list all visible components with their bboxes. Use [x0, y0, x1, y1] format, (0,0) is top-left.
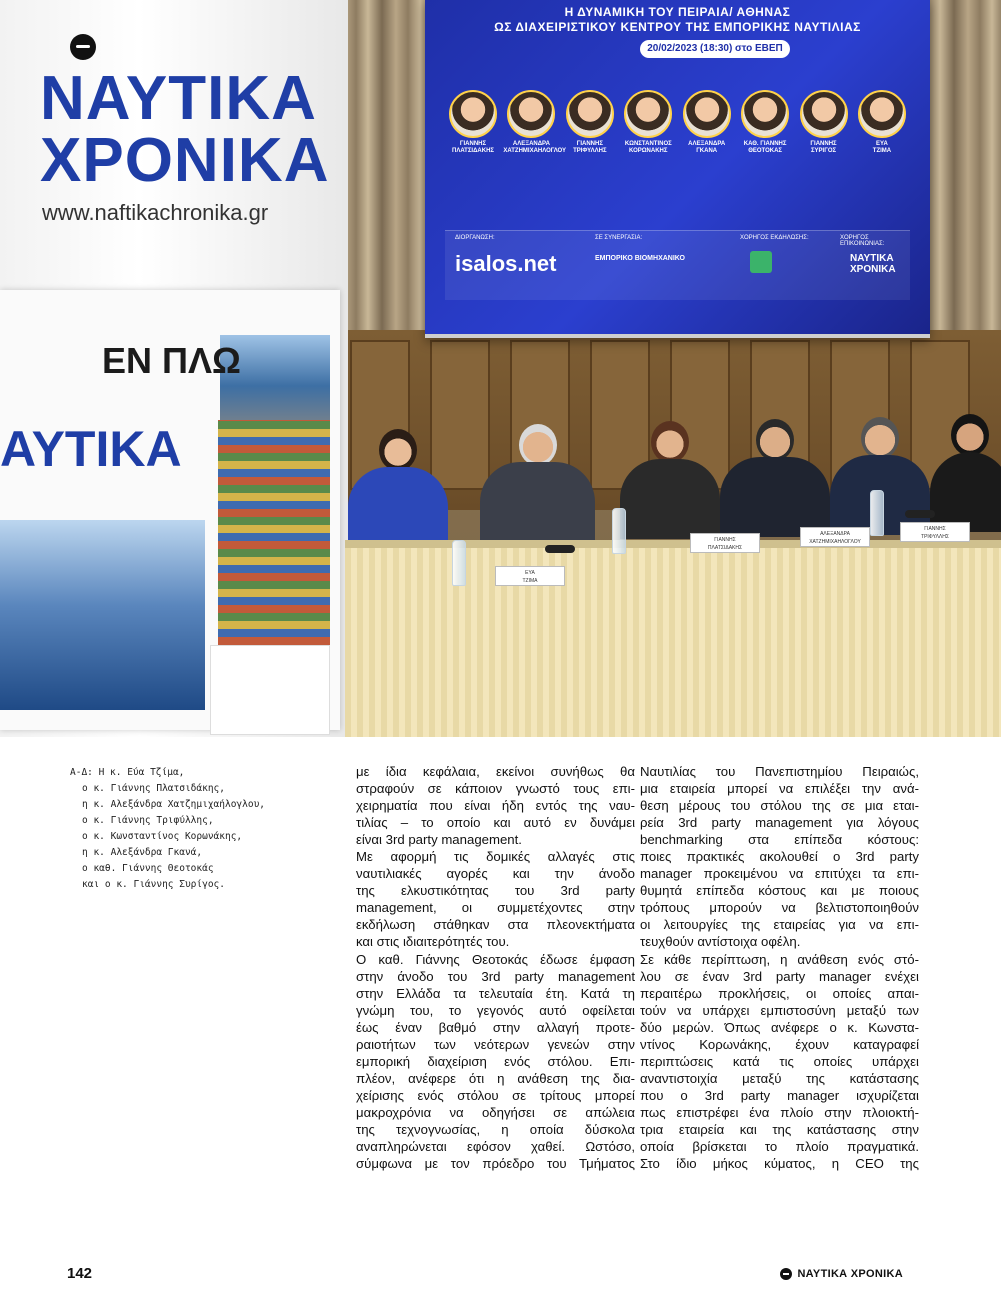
photo-caption — [70, 765, 310, 893]
panelist-head — [951, 414, 989, 456]
speaker-card — [445, 90, 501, 155]
comm-sponsor-label: ΧΟΡΗΓΟΣ ΕΠΙΚΟΙΝΩΝΙΑΣ: — [840, 235, 885, 247]
caption-line: ο κ. Γιάννης Τριφύλλης, — [82, 815, 214, 826]
partner-logo: ΕΜΠΟΡΙΚΟ ΒΙΟΜΗΧΑΝΙΚΟ — [595, 255, 685, 262]
text-line: αναπληρώνεται εφόσον χαθεί. Ωστόσο, — [356, 1139, 635, 1155]
text-line: με ίδια κεφάλαια, εκείνοι συνήθως θα — [356, 764, 635, 779]
text-line: manager προκειμένου να επιτύχει τα επι- — [640, 866, 919, 882]
nameplate — [495, 566, 565, 586]
text-line: οι λειτουργίες της εταιρείας για να επι- — [640, 917, 919, 933]
microphone — [905, 510, 935, 518]
speaker-first-name: ΕΥΑ — [876, 141, 888, 147]
text-line: χείρισης ενός στόλου σε τρίτους μπορεί — [356, 1087, 635, 1103]
text-line: Με αφορμή τις δομικές αλλαγές στις — [356, 849, 635, 865]
speaker-card — [796, 90, 852, 155]
speaker-portrait — [800, 90, 848, 138]
footer-brand — [780, 1268, 903, 1280]
speaker-first-name: ΓΙΑΝΝΗΣ — [810, 141, 837, 147]
text-line: ραιοτήτων των νεότερων γενεών στην — [356, 1036, 635, 1052]
speaker-last-name: ΚΟΡΩΝΑΚΗΣ — [629, 148, 668, 154]
text-line: γνώμη του, το γεγονός αυτό οφείλεται — [356, 1002, 635, 1018]
text-line: μια εταιρεία μπορεί να επιλέξει την ανά- — [640, 781, 919, 797]
panelist-head — [519, 424, 557, 466]
panelist — [480, 424, 595, 542]
caption-line: ο κ. Γιάννης Πλατσιδάκης, — [82, 783, 225, 794]
text-line: έως έναν βαθμό στην αλλαγή προτε- — [356, 1019, 635, 1035]
speaker-row — [445, 90, 910, 155]
text-line: περιπτώσεις κατά τις οποίες υπάρχει — [640, 1053, 919, 1069]
speaker-first-name: ΑΛΕΞΑΝΔΡΑ — [512, 141, 550, 147]
text-line: περαιτέρω προκλήσεις, οι οποίες απαι- — [640, 985, 919, 1001]
speaker-first-name: ΓΙΑΝΝΗΣ — [576, 141, 603, 147]
water-bottle — [452, 540, 466, 586]
speaker-card — [737, 90, 793, 155]
text-line: σύμφωνα με τον πρόεδρο του Τμήματος — [356, 1156, 635, 1172]
text-line: στην Ελλάδα τα τελευταία έτη. Κατά τη — [356, 985, 635, 1001]
speaker-portrait — [741, 90, 789, 138]
panelist-body — [720, 457, 830, 537]
nameplate — [900, 522, 970, 542]
text-line: ντίνος Κορωνάκης, έχουν καταγραφεί — [640, 1036, 919, 1052]
organizer-logo: isalos.net — [455, 251, 557, 276]
speaker-card — [679, 90, 735, 155]
water-bottle — [612, 508, 626, 554]
text-line: λου σε έναν 3rd party manager ενέχει — [640, 968, 919, 984]
text-line: αναντιστοιχία μεταξύ της κατάστασης — [640, 1070, 919, 1086]
magazine-brand: ΑΥΤΙΚΑ — [0, 421, 182, 477]
panelist-head — [861, 417, 899, 459]
brand-standee — [0, 0, 348, 737]
speaker-first-name: ΚΑΘ. ΓΙΑΝΝΗΣ — [743, 141, 787, 147]
brand-logo-icon — [780, 1268, 792, 1280]
projection-screen — [425, 0, 930, 338]
speaker-last-name: ΤΖΙΜΑ — [872, 148, 892, 154]
speaker-portrait — [683, 90, 731, 138]
page-number: 142 — [67, 1265, 93, 1282]
nameplate — [690, 533, 760, 553]
text-line: τιλίας – το οποίο και αυτό εν δυνάμει — [356, 815, 635, 831]
comm-sponsor-logo — [850, 253, 896, 275]
text-line: είναι 3rd party management. — [356, 832, 522, 848]
text-line: τούν να υπάρχει εμπιστοσύνη μεταξύ των — [640, 1002, 919, 1018]
text-line: ρεία 3rd party management για λόγους — [640, 815, 919, 831]
sponsor-logo-icon — [750, 251, 772, 273]
speaker-card — [562, 90, 618, 155]
text-line: στραφούν σε κάποιον γνωστό τους επι- — [356, 781, 635, 797]
text-line: της ελκυστικότητας του 3rd party — [356, 883, 635, 899]
nameplate-first-name: ΕΥΑ — [525, 570, 535, 576]
screen-title-line1: Η ΔΥΝΑΜΙΚΗ ΤΟΥ ΠΕΙΡΑΙΑ/ ΑΘΗΝΑΣ — [564, 5, 791, 19]
text-line: Στο ίδιο μήκος κύματος, η CEO της — [640, 1156, 919, 1172]
speaker-card — [854, 90, 910, 155]
text-line: ποιες πρακτικές ακολουθεί ο 3rd party — [640, 849, 919, 865]
caption-line: η κ. Αλεξάνδρα Γκανά, — [82, 847, 203, 858]
speaker-portrait — [624, 90, 672, 138]
magazine-ship-photo — [0, 520, 205, 710]
screen-title-line2: ΩΣ ΔΙΑΧΕΙΡΙΣΤΙΚΟΥ ΚΕΝΤΡΟΥ ΤΗΣ ΕΜΠΟΡΙΚΗΣ ΝΑΥΤΙΛΙΑΣ — [494, 20, 861, 34]
caption-line: ο κ. Κωνσταντίνος Κορωνάκης, — [82, 831, 243, 842]
text-line: Ο καθ. Γιάννης Θεοτοκάς έδωσε έμφαση — [356, 951, 635, 967]
water-bottle — [870, 490, 884, 536]
text-line: και στις ιδιαιτερότητές του. — [356, 934, 510, 950]
standee-url: www.naftikachronika.gr — [42, 200, 269, 225]
magazine-title: ΕΝ ΠΛΩ — [102, 340, 241, 381]
speaker-last-name: ΤΡΙΦΥΛΛΗΣ — [573, 148, 607, 154]
text-line: εμπορική διαχείριση ενός στόλου. Επι- — [356, 1053, 635, 1069]
panelist-head — [651, 421, 689, 463]
comm-logo-line2: ΧΡΟΝΙΚΑ — [850, 264, 896, 275]
nameplate-last-name: ΤΡΙΦΥΛΛΗΣ — [921, 534, 949, 540]
caption-line: και ο κ. Γιάννης Συρίγος. — [82, 879, 225, 890]
text-line: θυμητά επίπεδα κόστους και με ποιους — [640, 883, 919, 899]
speaker-last-name: ΓΚΑΝΑ — [696, 148, 718, 154]
text-line: που ο 3rd party manager ισχυρίζεται — [640, 1087, 919, 1103]
speaker-card — [620, 90, 676, 155]
panelist-body — [480, 462, 595, 542]
nameplate-first-name: ΓΙΑΝΝΗΣ — [714, 537, 736, 543]
text-line: στην άνοδο του 3rd party management — [356, 968, 635, 984]
microphone — [545, 545, 575, 553]
text-line: χειρηματία που είναι ήδη εντός της ναυ- — [356, 798, 635, 814]
text-line: πλέον, ανέφερε ότι η ανάθεση της δια- — [356, 1070, 635, 1086]
panel-table — [345, 548, 1001, 737]
screen-date-badge: 20/02/2023 (18:30) στο ΕΒΕΠ — [640, 40, 790, 58]
panelist — [930, 414, 1001, 532]
nameplate-last-name: ΠΛΑΤΣΙΔΑΚΗΣ — [707, 545, 743, 551]
standee-brand-line1: ΝΑΥΤΙΚΑ — [40, 64, 317, 133]
text-line: εκδήλωση στάθηκαν στα πλεονεκτήματα — [356, 917, 635, 933]
speaker-last-name: ΧΑΤΖΗΜΙΧΑΗΛΟΓΛΟΥ — [503, 148, 567, 154]
speaker-last-name: ΣΥΡΙΓΟΣ — [810, 148, 837, 154]
panelist-body — [930, 452, 1001, 532]
text-line: τευχθούν αντίστοιχα οφέλη. — [640, 934, 801, 950]
speaker-last-name: ΠΛΑΤΣΙΔΑΚΗΣ — [451, 148, 494, 154]
caption-line: η κ. Αλεξάνδρα Χατζημιχαήλογλου, — [82, 799, 266, 810]
nameplate-first-name: ΓΙΑΝΝΗΣ — [924, 526, 946, 532]
speaker-first-name: ΓΙΑΝΝΗΣ — [459, 141, 487, 147]
speaker-portrait — [858, 90, 906, 138]
text-line: benchmarking στα επίπεδα κόστους: — [640, 832, 919, 848]
text-line: ναυτιλιακές αγορές και την άνοδο — [356, 866, 635, 882]
text-line: θεση μέρους του στόλου της σε μια εται- — [640, 798, 919, 814]
text-line: Σε κάθε περίπτωση, η ανάθεση ενός στό- — [640, 951, 919, 967]
text-line: οποία βρίσκεται το πλοίο πραγματικά. — [640, 1139, 919, 1155]
nameplate — [800, 527, 870, 547]
caption-line: ο καθ. Γιάννης Θεοτοκάς — [82, 863, 214, 874]
speaker-portrait — [566, 90, 614, 138]
speaker-card — [503, 90, 567, 155]
comm-logo-line1: ΝΑΥΤΙΚΑ — [850, 253, 894, 264]
speaker-last-name: ΘΕΟΤΟΚΑΣ — [748, 148, 783, 154]
speaker-first-name: ΚΩΝΣΤΑΝΤΙΝΟΣ — [624, 141, 672, 147]
magazine-containers-photo — [218, 420, 330, 645]
sponsor-label: ΧΟΡΗΓΟΣ ΕΚΔΗΛΩΣΗΣ: — [740, 235, 809, 241]
footer-brand-text: ΝΑΥΤΙΚΑ ΧΡΟΝΙΚΑ — [797, 1268, 903, 1280]
text-line: management, οι συμμετέχοντες στην — [356, 900, 635, 916]
text-line: μακροχρόνια να οδηγήσει σε απώλεια — [356, 1104, 635, 1120]
nameplate-first-name: ΑΛΕΞΑΝΔΡΑ — [820, 531, 850, 537]
article-column-2 — [640, 763, 919, 1172]
text-line: δύο μερών. Όπως ανέφερε ο κ. Κωνστα- — [640, 1019, 919, 1035]
text-line: τρόπους μπορούν να βελτιστοποιηθούν — [640, 900, 919, 916]
text-line: Ναυτιλίας του Πανεπιστημίου Πειραιώς, — [640, 764, 919, 779]
text-line: της τεχνογνωσίας, η οποία δύσκολα — [356, 1121, 635, 1137]
panelist — [348, 429, 448, 547]
panelist — [620, 421, 720, 539]
brand-logo-icon — [70, 34, 96, 60]
caption-line: Α-Δ: Η κ. Εύα Τζίμα, — [70, 767, 185, 778]
organizer-label: ΔΙΟΡΓΑΝΩΣΗ: — [455, 235, 495, 241]
partner-label: ΣΕ ΣΥΝΕΡΓΑΣΙΑ: — [595, 235, 643, 241]
standee-brand-line2: ΧΡΟΝΙΚΑ — [40, 126, 330, 195]
panelist-body — [348, 467, 448, 547]
speaker-portrait — [507, 90, 555, 138]
panelist-head — [756, 419, 794, 461]
text-line: τρια εταιρεία και της κατάστασης στην — [640, 1121, 919, 1137]
panelist — [720, 419, 830, 537]
screen-sponsors-strip — [445, 230, 910, 300]
nameplate-last-name: ΤΖΙΜΑ — [522, 578, 538, 584]
nameplate-last-name: ΧΑΤΖΗΜΙΧΑΗΛΟΓΛΟΥ — [809, 539, 861, 545]
magazine-inner-page — [210, 645, 330, 735]
speaker-first-name: ΑΛΕΞΑΝΔΡΑ — [688, 141, 726, 147]
speaker-portrait — [449, 90, 497, 138]
text-line: πως επιστρέφει ένα πλοίο στην πλοιοκτή- — [640, 1104, 919, 1120]
panelist-head — [379, 429, 417, 471]
article-column-1 — [356, 763, 635, 1172]
panelist-body — [620, 459, 720, 539]
